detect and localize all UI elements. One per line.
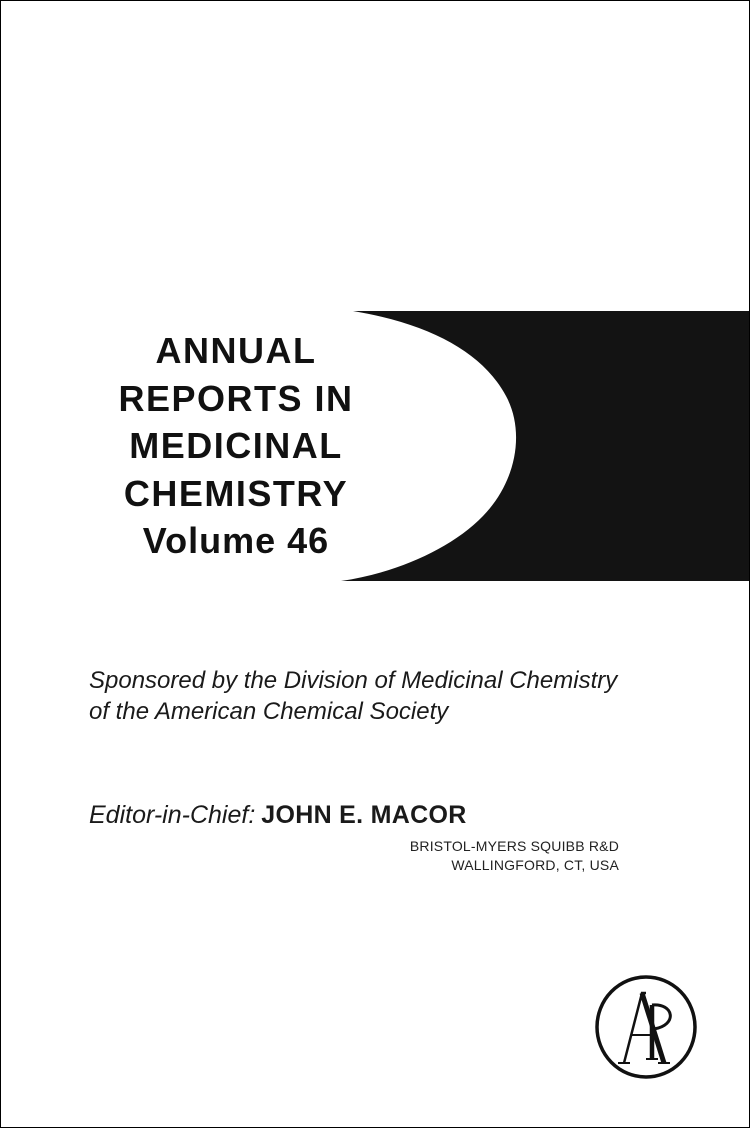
editor-name: JOHN E. MACOR <box>261 801 467 829</box>
academic-press-logo <box>594 975 698 1079</box>
sponsor-line-2: of the American Chemical Society <box>89 698 449 725</box>
title-line-4: CHEMISTRY <box>123 472 349 514</box>
title-line-1: ANNUAL <box>155 330 317 371</box>
editor-label: Editor-in-Chief: <box>89 801 256 829</box>
volume-number: Volume 46 <box>142 520 330 561</box>
affiliation-line-1: BRISTOL-MYERS SQUIBB R&D <box>409 838 619 854</box>
title-line-3: MEDICINAL <box>129 425 343 466</box>
sponsor-line-1: Sponsored by the Division of Medicinal Chemistry <box>89 667 618 694</box>
sponsor-statement <box>89 665 709 727</box>
title-line-2: REPORTS IN <box>118 377 354 419</box>
affiliation-line-2: WALLINGFORD, CT, USA <box>451 857 619 873</box>
book-title <box>81 327 391 565</box>
editor-affiliation <box>410 837 619 875</box>
editor-credit <box>89 801 467 830</box>
